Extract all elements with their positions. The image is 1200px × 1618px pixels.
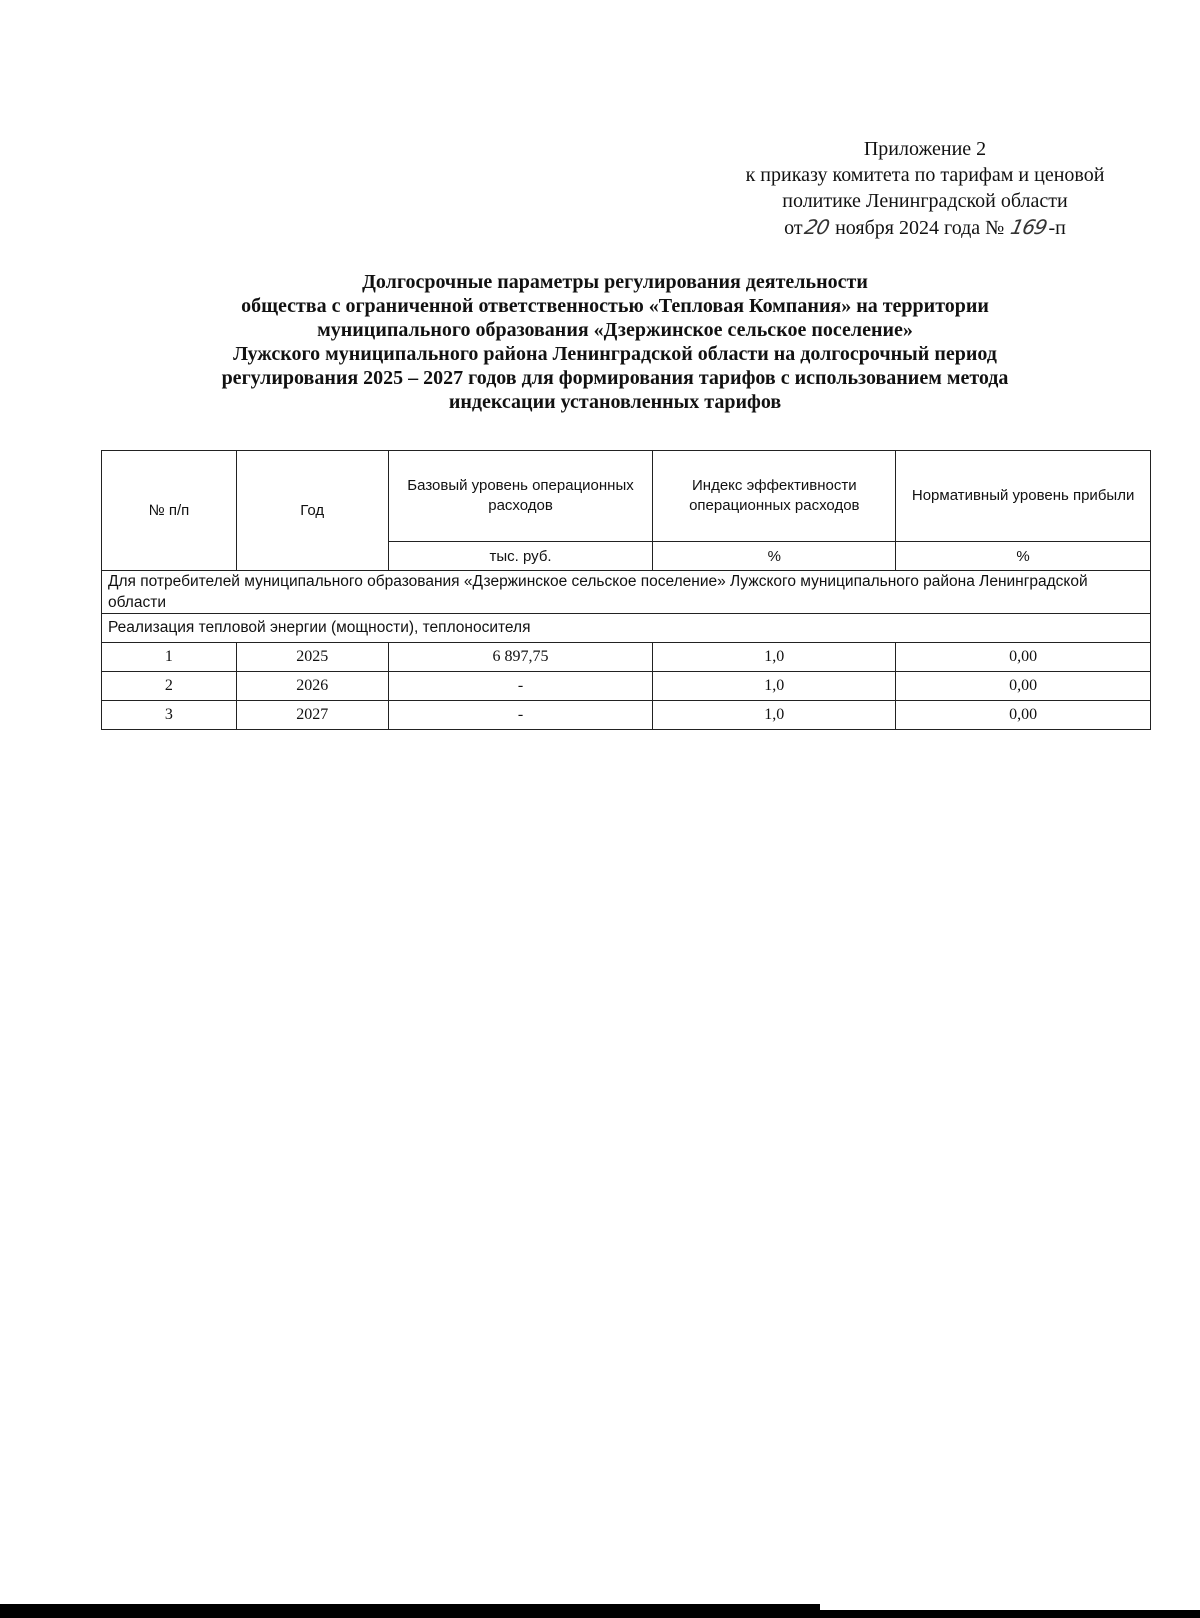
cell-base-opex: - — [388, 672, 653, 701]
header-base-opex: Базовый уровень операционных расходов — [388, 451, 653, 542]
table-group-row — [102, 571, 1151, 614]
cell-profit-level: 0,00 — [896, 643, 1151, 672]
table-row — [102, 643, 1151, 672]
table-row — [102, 701, 1151, 730]
cell-base-opex: 6 897,75 — [388, 643, 653, 672]
title-line: общества с ограниченной ответственностью «Тепловая Компания» на территории — [241, 295, 989, 317]
title-line: индексации установленных тарифов — [448, 391, 782, 413]
unit-base-opex: тыс. руб. — [388, 542, 653, 571]
cell-efficiency-index: 1,0 — [653, 701, 896, 730]
header-profit-level: Нормативный уровень прибыли — [896, 451, 1151, 542]
handwritten-order-number: 169 — [1008, 215, 1050, 239]
document-title — [100, 270, 1130, 414]
table-section-row — [102, 614, 1151, 643]
cell-year: 2026 — [236, 672, 388, 701]
cell-year: 2025 — [236, 643, 388, 672]
header-year: Год — [236, 451, 388, 571]
scan-edge-bar — [820, 1610, 1200, 1618]
title-line: Лужского муниципального района Ленинградской области на долгосрочный период — [233, 343, 997, 365]
cell-num: 3 — [102, 701, 237, 730]
cell-num: 1 — [102, 643, 237, 672]
cell-profit-level: 0,00 — [896, 672, 1151, 701]
table-header-row — [102, 451, 1151, 542]
header-num: № п/п — [102, 451, 237, 571]
title-line: муниципального образования «Дзержинское сельское поселение» — [317, 319, 913, 341]
title-line: регулирования 2025 – 2027 годов для формирования тарифов с использованием метода — [221, 367, 1009, 389]
cell-efficiency-index: 1,0 — [653, 643, 896, 672]
cell-year: 2027 — [236, 701, 388, 730]
cell-efficiency-index: 1,0 — [653, 672, 896, 701]
appendix-date-line — [690, 214, 1160, 241]
appendix-title: Приложение 2 — [863, 138, 987, 160]
header-efficiency-index: Индекс эффективности операционных расходов — [653, 451, 896, 542]
group-label: Для потребителей муниципального образования «Дзержинское сельское поселение» Лужского муниципального района Ленинградской области — [102, 571, 1151, 614]
cell-profit-level: 0,00 — [896, 701, 1151, 730]
appendix-header — [690, 136, 1160, 241]
order-suffix: -п — [1048, 217, 1066, 239]
table-row — [102, 672, 1151, 701]
appendix-committee: политике Ленинградской области — [782, 190, 1068, 212]
section-label: Реализация тепловой энергии (мощности), теплоносителя — [102, 614, 1151, 643]
handwritten-day: 20 — [802, 215, 831, 239]
scan-edge-bar — [0, 1604, 820, 1618]
title-line: Долгосрочные параметры регулирования деятельности — [362, 271, 868, 293]
date-middle: ноября 2024 года № — [835, 217, 1005, 239]
appendix-order-ref: к приказу комитета по тарифам и ценовой — [745, 164, 1105, 186]
parameters-table — [101, 450, 1151, 730]
unit-efficiency-index: % — [653, 542, 896, 571]
cell-num: 2 — [102, 672, 237, 701]
cell-base-opex: - — [388, 701, 653, 730]
date-prefix: от — [784, 217, 803, 239]
unit-profit-level: % — [896, 542, 1151, 571]
